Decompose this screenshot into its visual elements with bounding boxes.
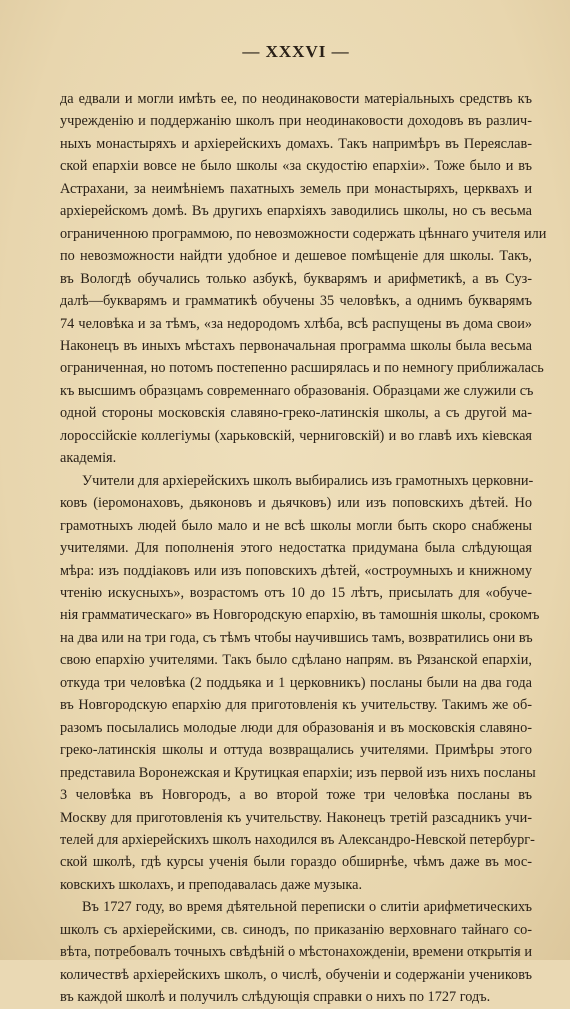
text-line: ограниченная, но потомъ постепенно расширялась и по немногу приближалась [60,360,544,377]
text-line: Астрахани, за неимѣніемъ пахатныхъ земель при монастыряхъ, церквахъ и [60,180,532,197]
text-line: мѣра: изъ поддіаковъ или изъ поповскихъ дѣтей, «остроумныхъ и книжному [60,562,532,579]
text-line: ской епархіи вовсе не было школы «за скудостію епархіи». Тоже было и въ [60,158,532,175]
text-line: ограниченною программою, по невозможности содержать цѣннаго учителя или [60,225,547,242]
paragraph [60,88,547,470]
text-line: школъ съ архіерейскими, св. синодъ, по приказанію верховнаго тайнаго со- [60,921,532,938]
text-line: греко-латинскія школы и оттуда возвращались учителями. Примѣры этого [60,742,532,759]
text-line: 3 человѣка въ Новгородъ, а во второй тоже три человѣка посланы въ [60,787,532,804]
text-line: да едвали и могли имѣть ее, по неодинаковости матеріальныхъ средствъ къ [60,91,532,107]
text-line: въ Вологдѣ обучались только азбукѣ, букварямъ и арифметикѣ, а въ Суз- [60,270,532,287]
text-line: академія. [60,450,117,467]
text-line: чтенію искусныхъ», возрастомъ отъ 10 до 15 лѣтъ, присылать для «обуче- [60,584,532,601]
text-line: количествѣ архіерейскихъ школъ, о числѣ, обученіи и содержаніи учениковъ [60,966,532,983]
body-text [60,88,547,1009]
page-number-header: — XXXVI — [242,42,350,61]
paragraph [60,896,532,1008]
text-line: учителями. Для пополненія этого недостатка придумана была слѣдующая [60,540,532,557]
text-line: по невозможности найдти удобное и дешевое помѣщеніе для школы. Такъ, [60,248,532,265]
text-line: телей для архіерейскихъ школъ находился въ Александро-Невской петербург- [60,831,535,848]
text-line: вѣта, потребовалъ точныхъ свѣдѣній о мѣстонахожденіи, времени открытія и [60,944,532,961]
text-line: Въ 1727 году, во время дѣятельной переписки о слитіи арифметическихъ [82,899,532,916]
text-line: ковъ (іеромонаховъ, дьяконовъ и дьячковъ) или изъ поповскихъ дѣтей. Но [60,495,532,512]
text-line: нія грамматическаго» въ Новгородскую епархію, въ тамошнія школы, срокомъ [60,607,540,624]
text-line: представила Воронежская и Крутицкая епархіи; изъ первой изъ нихъ посланы [60,764,536,781]
text-line: 74 человѣка и за тѣмъ, «за недородомъ хлѣба, всѣ распущены въ дома свои» [60,315,532,332]
text-line: одной стороны московскія славяно-греко-латинскія школы, а съ другой ма- [60,405,532,422]
text-line: откуда три человѣка (2 поддьяка и 1 церковникъ) посланы были на два года [60,674,532,691]
paragraph [60,470,540,897]
text-line: свою епархію учителями. Такъ было сдѣлано напрям. въ Рязанской епархіи, [60,652,532,669]
text-line: Учители для архіерейскихъ школъ выбирались изъ грамотныхъ церковни- [82,472,534,489]
text-line: разомъ посылались молодые люди для образованія и въ московскія славяно- [60,719,532,736]
text-line: въ каждой школѣ и получилъ слѣдующія справки о нихъ по 1727 годъ. [60,989,491,1006]
text-line: грамотныхъ людей было мало и не всѣ школы могли быть скоро снабжены [60,517,532,534]
text-line: учрежденію и поддержанію школъ при неодинаковости доходовъ въ различ- [60,113,532,130]
text-line: ковскихъ школахъ, и преподавалась даже музыка. [60,876,363,893]
text-line: въ Новгородскую епархію для приготовленія къ учительству. Такимъ же об- [60,697,532,714]
text-line: къ высшимъ образцамъ современнаго образованія. Образцами же служили съ [60,382,534,399]
text-line: Москву для приготовленія къ учительству. Наконецъ третій разсадникъ учи- [60,809,532,826]
text-line: лороссійскіе коллегіумы (харьковскій, черниговскій) и во главѣ ихъ кіевская [60,427,532,444]
text-line: далѣ—букварямъ и грамматикѣ обучены 35 человѣкъ, а однимъ букварямъ [60,293,532,310]
text-line: ныхъ монастыряхъ и архіерейскихъ домахъ. Такъ напримѣръ въ Переяслав- [60,135,532,152]
text-line: ской школѣ, гдѣ курсы ученія были гораздо обширнѣе, чѣмъ даже въ мос- [60,854,532,871]
text-line: архіерейскомъ домѣ. Въ другихъ епархіяхъ заводились школы, но съ весьма [60,203,532,220]
text-line: на два или на три года, съ тѣмъ чтобы научившись тамъ, возвратились они въ [60,629,533,646]
text-line: Наконецъ въ иныхъ мѣстахъ первоначальная программа школы была весьма [60,337,532,354]
